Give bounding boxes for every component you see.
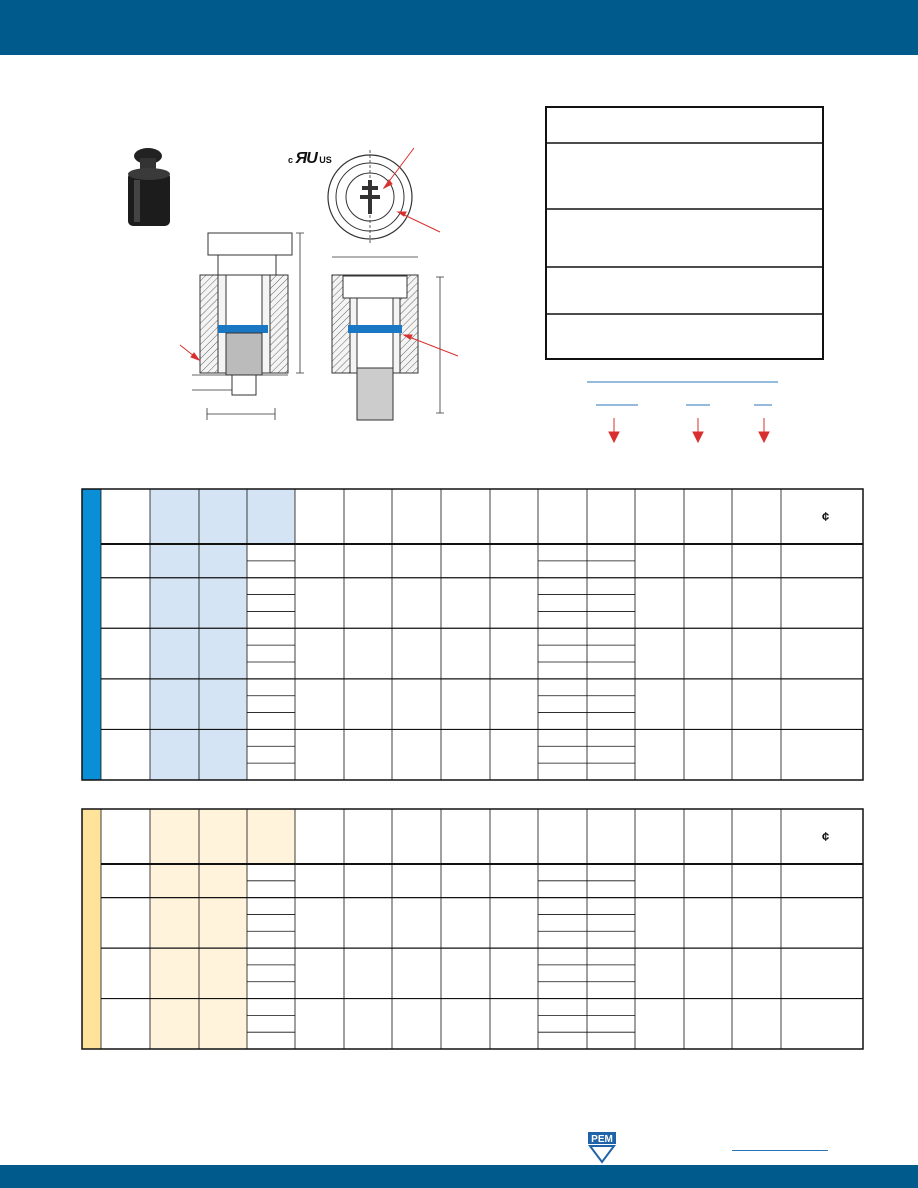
- table-2-accent-strip: [82, 809, 101, 1049]
- ul-mark-us: US: [319, 155, 332, 165]
- ul-mark-c: c: [288, 155, 294, 165]
- footer-link-underline[interactable]: [732, 1150, 828, 1151]
- table-1-accent-strip: [82, 489, 101, 780]
- table-1-cent-symbol: ¢: [822, 509, 830, 524]
- table-2-body-shade: [150, 864, 247, 1049]
- table-1-header-shade: [150, 489, 295, 544]
- table-2-cent-symbol: ¢: [822, 829, 830, 844]
- table-2-header-shade: [150, 809, 295, 864]
- pem-logo-icon: [586, 1130, 618, 1164]
- ul-mark-symbol: ЯU: [295, 150, 317, 167]
- table-1-body-shade: [150, 544, 247, 780]
- pem-logo-text: PEM: [591, 1134, 613, 1145]
